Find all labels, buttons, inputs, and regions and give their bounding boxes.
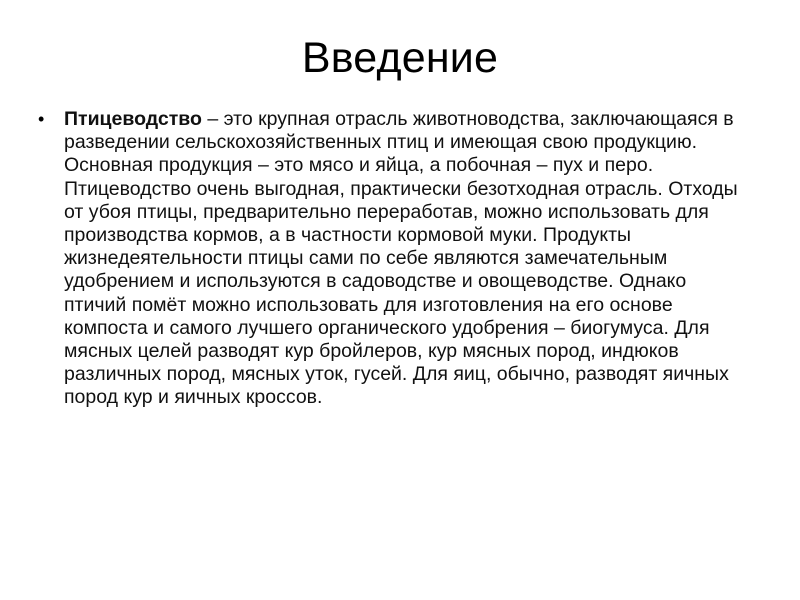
paragraph-body: – это крупная отрасль животноводства, заключающаяся в разведении сельскохозяйственных птиц и имеющая свою продукцию. Основная продукция – это мясо и яйца, а побочная – пух и перо. Птицеводство очень выгодная, практически безотходная отрасль. Отходы от убоя птицы, предварительно переработав, можно использовать для производства кормов, а в частности кормовой муки. Продукты жизнедеятельности птицы сами по себе являются замечательным удобрением и используются в садоводстве и овощеводстве. Однако птичий помёт можно использовать для изготовления на его основе компоста и самого лучшего органического удобрения – биогумуса. Для мясных целей разводят кур бройлеров, кур мясных пород, индюков различных пород, мясных уток, гусей. Для яиц, обычно, разводят яичных пород кур и яичных кроссов. [64, 108, 738, 409]
bullet-dot-icon: • [38, 109, 45, 129]
bullet-paragraph [64, 108, 744, 410]
slide-title: Введение [301, 34, 499, 82]
term-bold: Птицеводство [64, 108, 202, 130]
bullet-item [38, 108, 744, 410]
slide-content [38, 108, 744, 410]
